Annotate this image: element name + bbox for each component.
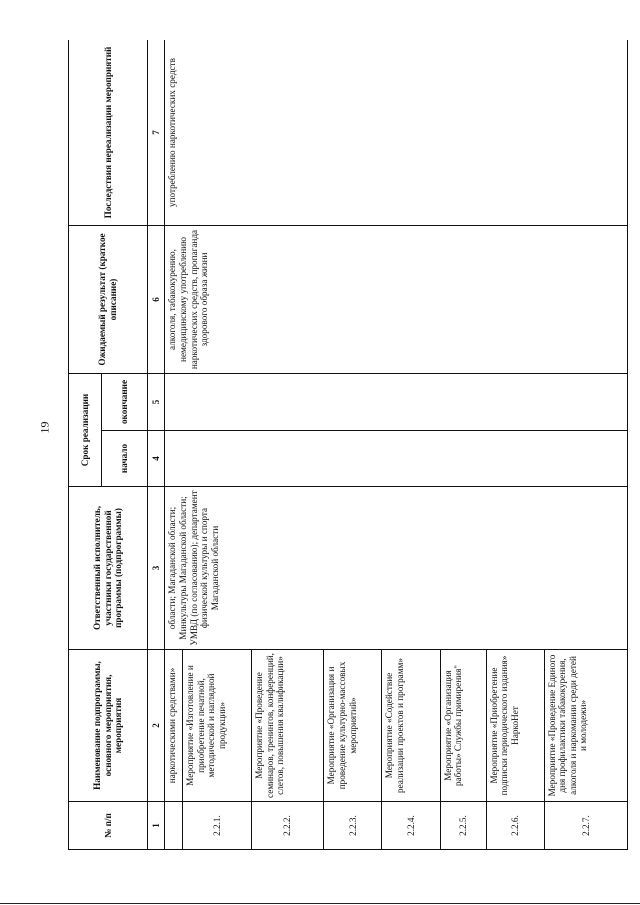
- end-cell: [165, 374, 628, 431]
- page-number: 19: [37, 421, 52, 434]
- row-number: [165, 802, 183, 850]
- header-result: Ожидаемый результат (краткое описание): [69, 226, 148, 374]
- header-period: Срок реализации: [69, 374, 102, 487]
- result-cell: алкоголя, табакокурению, немедицинскому употреблению наркотических средств, пропаганда здорового образа жизни: [165, 226, 628, 374]
- row-name: Мероприятие «Изготовление и приобретение печатной, методической и наглядной продукции»: [182, 650, 251, 802]
- row-name: Мероприятие «Приобретение подписки периодического издания» НаркоНет: [486, 650, 544, 802]
- header-start: начало: [101, 431, 147, 487]
- bottom-border-line: [0, 903, 640, 904]
- rotated-table-frame: [68, 40, 628, 850]
- header-consequences: Последствия нереализации мероприятий: [69, 40, 148, 226]
- row-number: 2.2.3.: [324, 802, 382, 850]
- row-number: 2.2.2.: [252, 802, 324, 850]
- row-name: Мероприятие «Организация работы» Службы примирения": [440, 650, 486, 802]
- header-executor: Ответственный исполнитель, участники государственной программы (подпрограммы): [69, 487, 148, 650]
- row-name: наркотическими средствами»: [165, 650, 183, 802]
- col-number: 1: [147, 802, 165, 850]
- header-num: № п/п: [69, 802, 148, 850]
- row-number: 2.2.7.: [544, 802, 627, 850]
- row-number: 2.2.5.: [440, 802, 486, 850]
- table-row: [165, 40, 183, 850]
- row-number: 2.2.4.: [382, 802, 440, 850]
- row-name: Мероприятие «Содействие реализации проектов и программ»: [382, 650, 440, 802]
- col-number: 5: [147, 374, 165, 431]
- col-number: 4: [147, 431, 165, 487]
- table-container: [68, 40, 628, 850]
- measures-table: [68, 40, 628, 850]
- row-name: Мероприятие «Организация и проведение культурно-массовых мероприятий»: [324, 650, 382, 802]
- row-number: 2.2.1.: [182, 802, 251, 850]
- col-number: 7: [147, 40, 165, 226]
- executor-cell: области; Магаданской области; Минкультуры Магаданской области; УМВД (по согласованию); департамент физической культуры и спорта Магаданской области: [165, 487, 628, 650]
- consequences-cell: употреблению наркотических средств: [165, 40, 628, 226]
- start-cell: [165, 431, 628, 487]
- col-number: 3: [147, 487, 165, 650]
- header-end: окончание: [101, 374, 147, 431]
- row-number: 2.2.6.: [486, 802, 544, 850]
- col-number: 2: [147, 650, 165, 802]
- row-name: Мероприятие «Проведение Единого дня профилактики табакокурения, алкоголя и наркомании среди детей и молодежи»: [544, 650, 627, 802]
- header-name: Наименование подпрограммы, основного мероприятия, мероприятия: [69, 650, 148, 802]
- row-name: Мероприятие «Проведение семинаров, тренингов, конференций, слетов, повышения квалификации»: [252, 650, 324, 802]
- col-number: 6: [147, 226, 165, 374]
